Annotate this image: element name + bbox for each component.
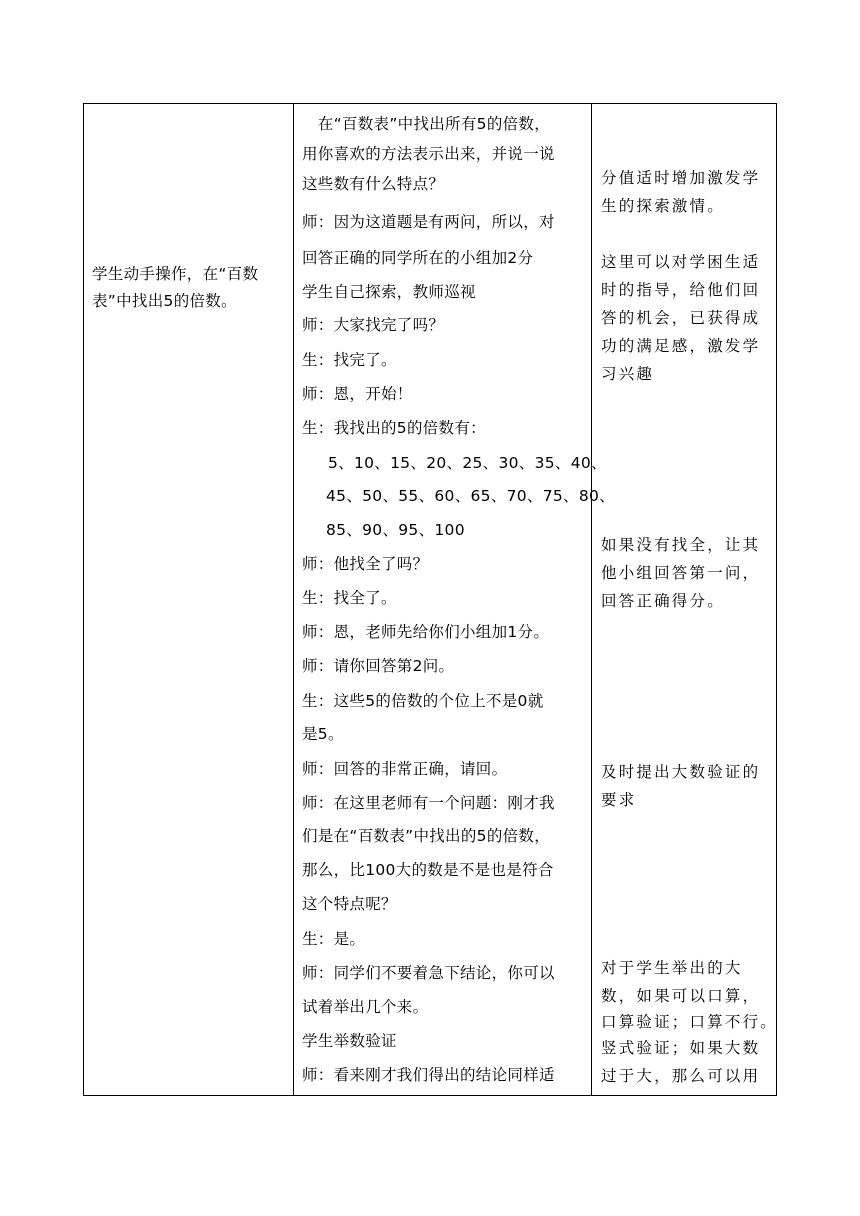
dialogue-line: 师：恩，开始！ — [302, 385, 413, 403]
lesson-table — [83, 103, 777, 1096]
dialogue-line: 师：在这里老师有一个问题：刚才我 — [302, 794, 555, 812]
dialogue-line: 45、50、55、60、65、70、75、80、 — [326, 487, 615, 505]
dialogue-line: 师：恩，老师先给你们小组加1分。 — [302, 623, 550, 641]
dialogue-line: 师：同学们不要着急下结论，你可以 — [302, 964, 555, 982]
note-line: 数，如果可以口算， — [601, 987, 761, 1005]
dialogue-line: 学生举数验证 — [302, 1032, 397, 1050]
dialogue-line: 试着举出几个来。 — [302, 998, 429, 1016]
dialogue-line: 师：请你回答第2问。 — [302, 657, 455, 675]
activity-line: 表”中找出5的倍数。 — [92, 292, 237, 310]
dialogue-line: 师：回答的非常正确，请回。 — [302, 760, 508, 778]
note-line: 分值适时增加激发学 — [601, 169, 761, 187]
note-line: 习兴趣 — [601, 365, 655, 383]
column-divider-2 — [591, 104, 592, 1095]
note-line: 要求 — [601, 791, 637, 809]
note-line: 他小组回答第一问， — [601, 564, 761, 582]
note-line: 口算验证；口算不行。 — [601, 1013, 779, 1031]
dialogue-line: 生：我找出的5的倍数有： — [302, 419, 486, 437]
note-line: 答的机会，已获得成 — [601, 309, 761, 327]
dialogue-line: 生：找全了。 — [302, 589, 397, 607]
dialogue-line: 们是在“百数表”中找出的5的倍数， — [302, 827, 551, 845]
note-line: 回答正确得分。 — [601, 592, 725, 610]
note-line: 如果没有找全，让其 — [601, 536, 761, 554]
dialogue-line: 学生自己探索，教师巡视 — [302, 283, 476, 301]
dialogue-line: 生：找完了。 — [302, 351, 397, 369]
dialogue-line: 在“百数表”中找出所有5的倍数， — [302, 115, 551, 133]
dialogue-line: 这些数有什么特点？ — [302, 175, 445, 193]
dialogue-line: 师：看来刚才我们得出的结论同样适 — [302, 1066, 555, 1084]
note-line: 时的指导，给他们回 — [601, 281, 761, 299]
note-line: 这里可以对学困生适 — [601, 253, 761, 271]
dialogue-line: 师：他找全了吗？ — [302, 555, 429, 573]
dialogue-line: 回答正确的同学所在的小组加2分 — [302, 249, 534, 267]
dialogue-line: 5、10、15、20、25、30、35、40、 — [328, 454, 607, 472]
dialogue-line: 师：大家找完了吗？ — [302, 316, 445, 334]
dialogue-line: 生：这些5的倍数的个位上不是0就 — [302, 692, 544, 710]
note-line: 功的满足感，激发学 — [601, 337, 761, 355]
dialogue-line: 生：是。 — [302, 930, 366, 948]
note-line: 生的探索激情。 — [601, 197, 725, 215]
note-line: 对于学生举出的大 — [601, 959, 743, 977]
dialogue-line: 这个特点呢？ — [302, 895, 397, 913]
column-divider-1 — [293, 104, 294, 1095]
note-line: 竖式验证；如果大数 — [601, 1039, 761, 1057]
activity-line: 学生动手操作，在“百数 — [92, 265, 259, 283]
dialogue-line: 用你喜欢的方法表示出来，并说一说 — [302, 145, 555, 163]
note-line: 过于大，那么可以用 — [601, 1067, 761, 1085]
note-line: 及时提出大数验证的 — [601, 763, 761, 781]
dialogue-line: 那么，比100大的数是不是也是符合 — [302, 861, 554, 879]
dialogue-line: 85、90、95、100 — [326, 521, 465, 539]
dialogue-line: 师：因为这道题是有两问，所以，对 — [302, 213, 555, 231]
dialogue-line: 是5。 — [302, 725, 344, 743]
